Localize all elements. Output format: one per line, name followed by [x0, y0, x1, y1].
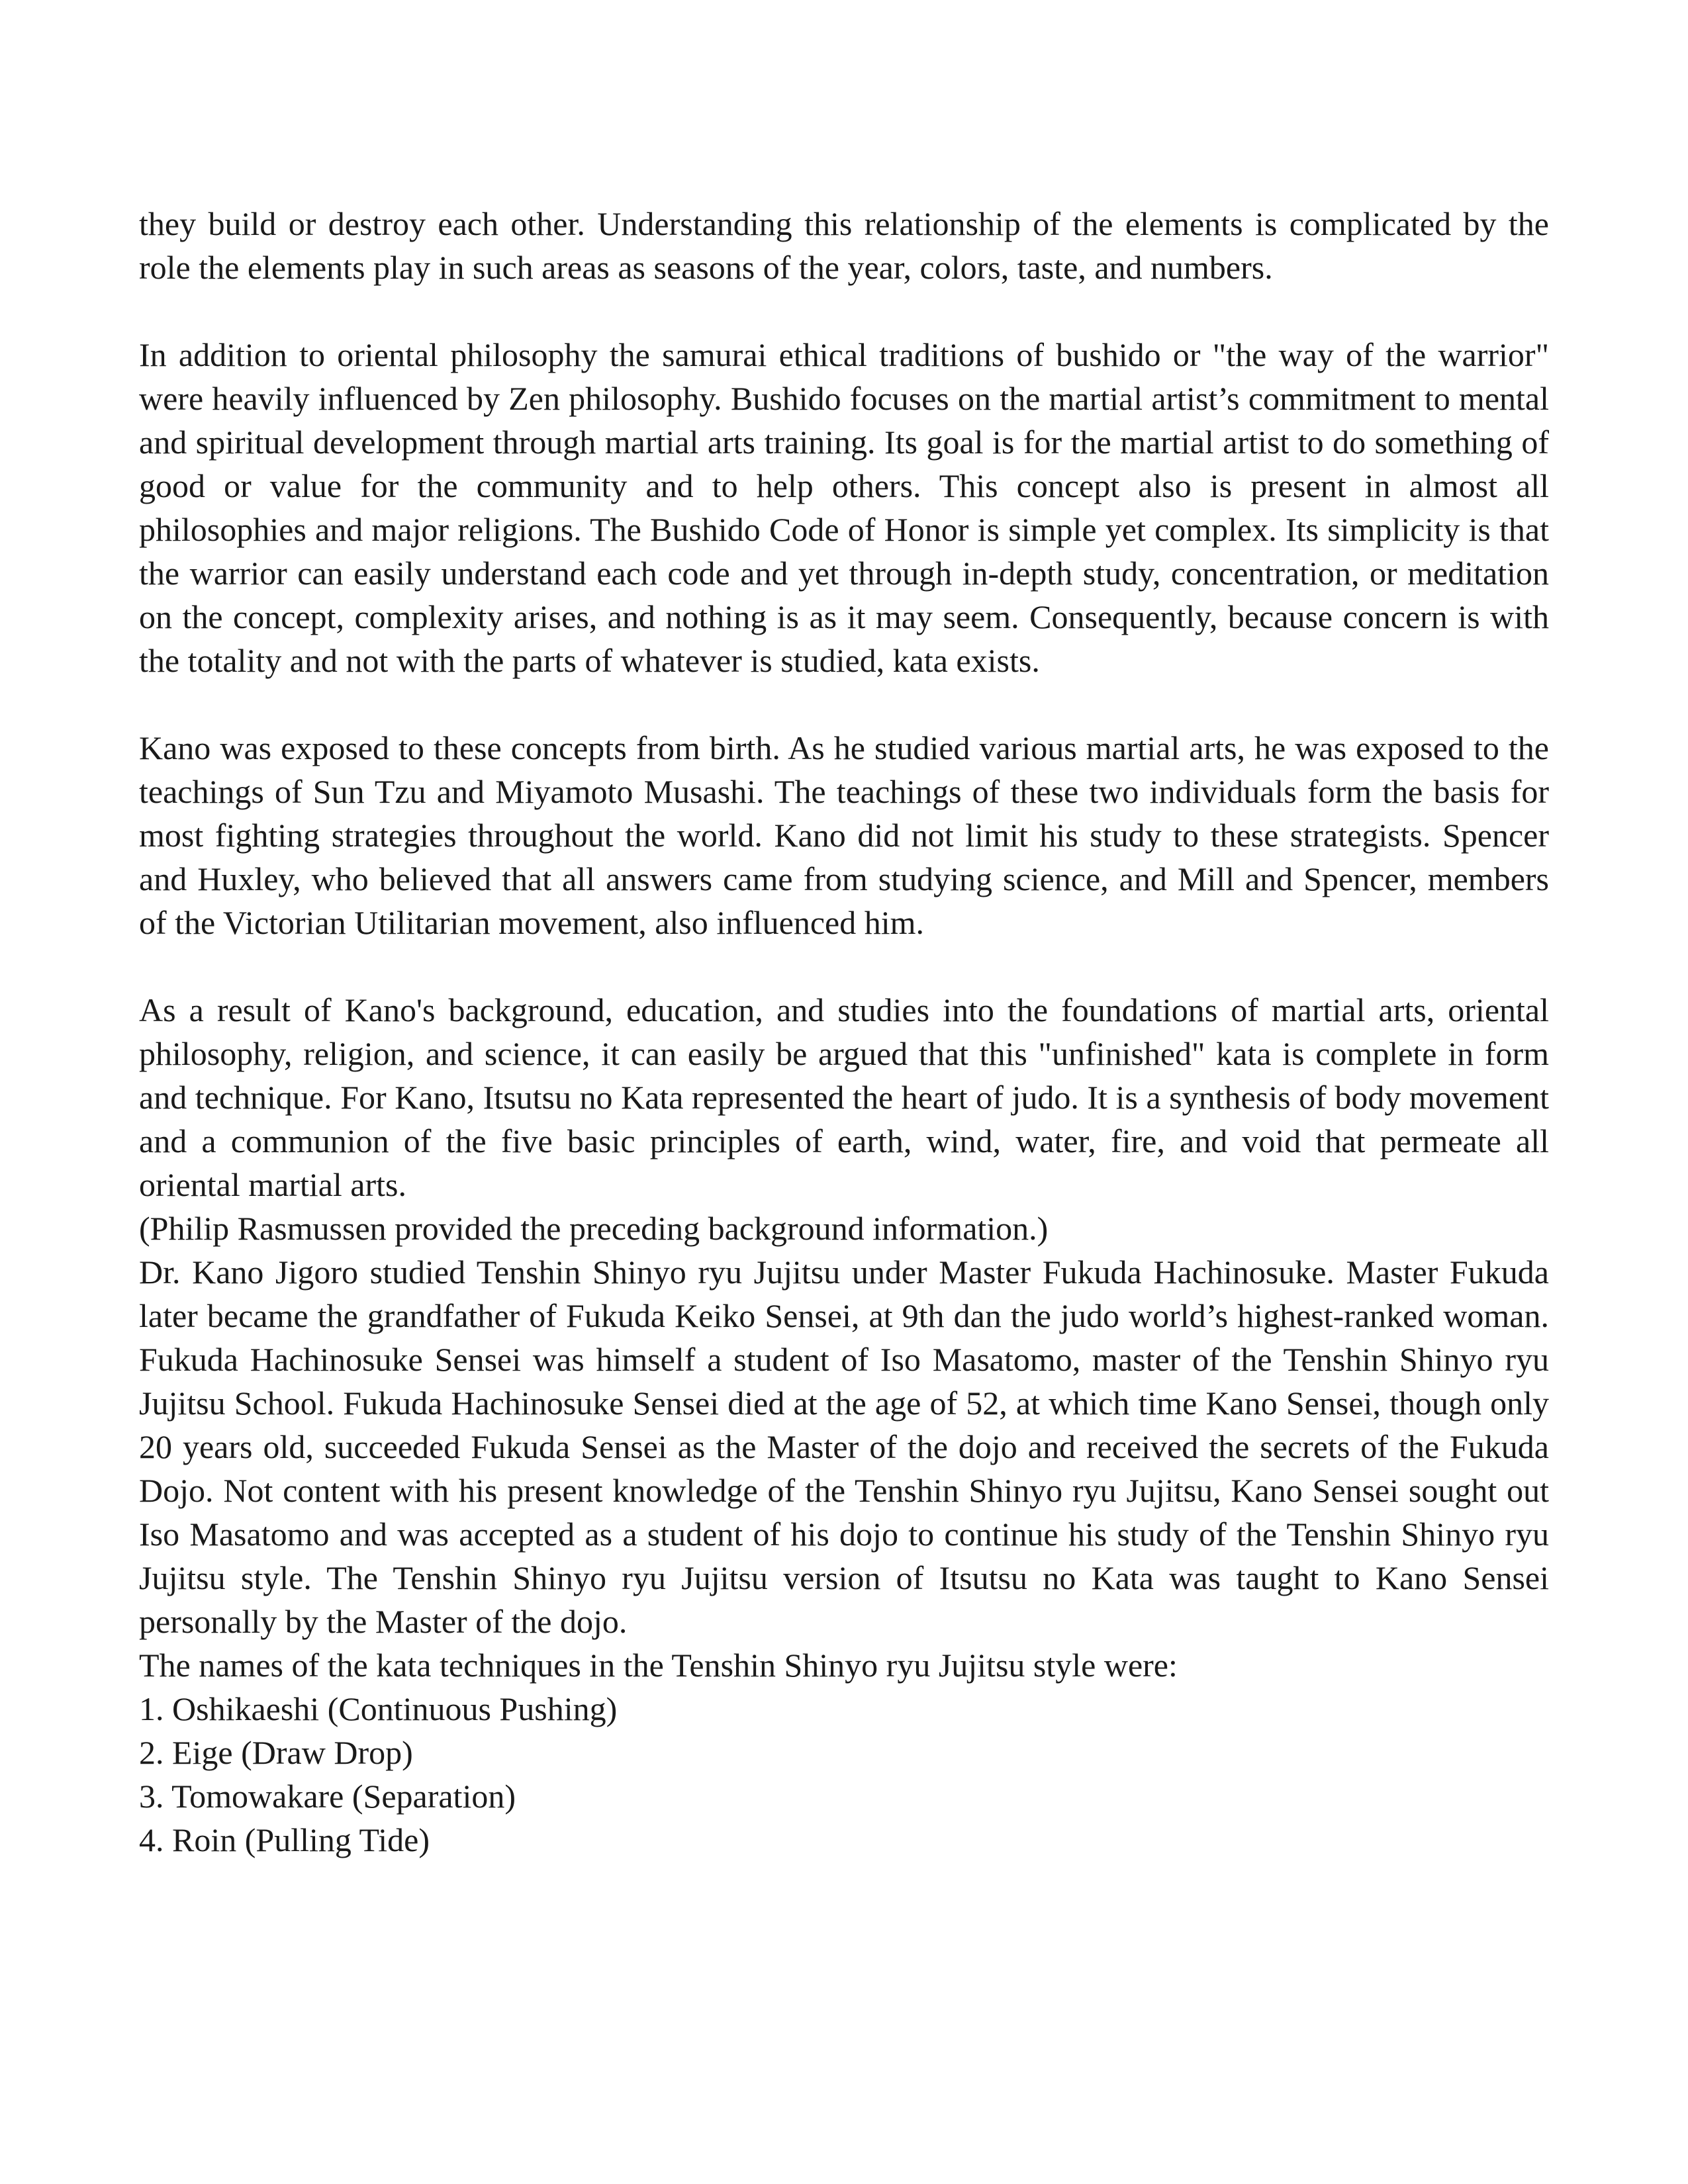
list-item: 4. Roin (Pulling Tide)	[139, 1821, 430, 1858]
list-item: 1. Oshikaeshi (Continuous Pushing)	[139, 1690, 618, 1727]
list-item: 3. Tomowakare (Separation)	[139, 1778, 516, 1815]
paragraph-spacer	[139, 682, 1549, 726]
list-intro: The names of the kata techniques in the Tenshin Shinyo ryu Jujitsu style were:	[139, 1647, 1178, 1684]
paragraph-spacer	[139, 289, 1549, 333]
paragraph-kano-influences: Kano was exposed to these concepts from birth. As he studied various martial arts, he was exposed to the teachings of Sun Tzu and Miyamoto Musashi. The teachings of these two individuals form the basis for most fighting strategies throughout the world. Kano did not limit his study to these strategists. Spencer and Huxley, who believed that all answers came from studying science, and Mill and Spencer, members of the Victorian Utilitarian movement, also influenced him.	[139, 729, 1549, 941]
paragraph-spacer	[139, 944, 1549, 988]
paragraph-tenshin-shinyo-ryu: Dr. Kano Jigoro studied Tenshin Shinyo ryu Jujitsu under Master Fukuda Hachinosuke. Master Fukuda later became the grandfather of Fukuda Keiko Sensei, at 9th dan the judo world’s highest-ranked woman. Fukuda Hachinosuke Sensei was himself a student of Iso Masatomo, master of the Tenshin Shinyo ryu Jujitsu School. Fukuda Hachinosuke Sensei died at the age of 52, at which time Kano Sensei, though only 20 years old, succeeded Fukuda Sensei as the Master of the dojo and received the secrets of the Fukuda Dojo. Not content with his present knowledge of the Tenshin Shinyo ryu Jujitsu, Kano Sensei sought out Iso Masatomo and was accepted as a student of his dojo to continue his study of the Tenshin Shinyo ryu Jujitsu style. The Tenshin Shinyo ryu Jujitsu version of Itsutsu no Kata was taught to Kano Sensei personally by the Master of the dojo.	[139, 1253, 1549, 1640]
list-item: 2. Eige (Draw Drop)	[139, 1734, 413, 1771]
credit-note: (Philip Rasmussen provided the preceding background information.)	[139, 1210, 1049, 1247]
paragraph-kano-background: As a result of Kano's background, education, and studies into the foundations of martial arts, oriental philosophy, religion, and science, it can easily be argued that this "unfinished" kata is complete in form and technique. For Kano, Itsutsu no Kata represented the heart of judo. It is a synthesis of body movement and a communion of the five basic principles of earth, wind, water, fire, and void that permeate all oriental martial arts.	[139, 991, 1549, 1203]
document-page	[139, 202, 1549, 1862]
paragraph-bushido: In addition to oriental philosophy the samurai ethical traditions of bushido or "the way of the warrior" were heavily influenced by Zen philosophy. Bushido focuses on the martial artist’s commitment to mental and spiritual development through martial arts training. Its goal is for the martial artist to do something of good or value for the community and to help others. This concept also is present in almost all philosophies and major religions. The Bushido Code of Honor is simple yet complex. Its simplicity is that the warrior can easily understand each code and yet through in-depth study, concentration, or meditation on the concept, complexity arises, and nothing is as it may seem. Consequently, because concern is with the totality and not with the parts of whatever is studied, kata exists.	[139, 336, 1549, 679]
technique-list	[139, 1687, 1549, 1862]
paragraph-elements: they build or destroy each other. Understanding this relationship of the elements is complicated by the role the elements play in such areas as seasons of the year, colors, taste, and numbers.	[139, 205, 1549, 286]
